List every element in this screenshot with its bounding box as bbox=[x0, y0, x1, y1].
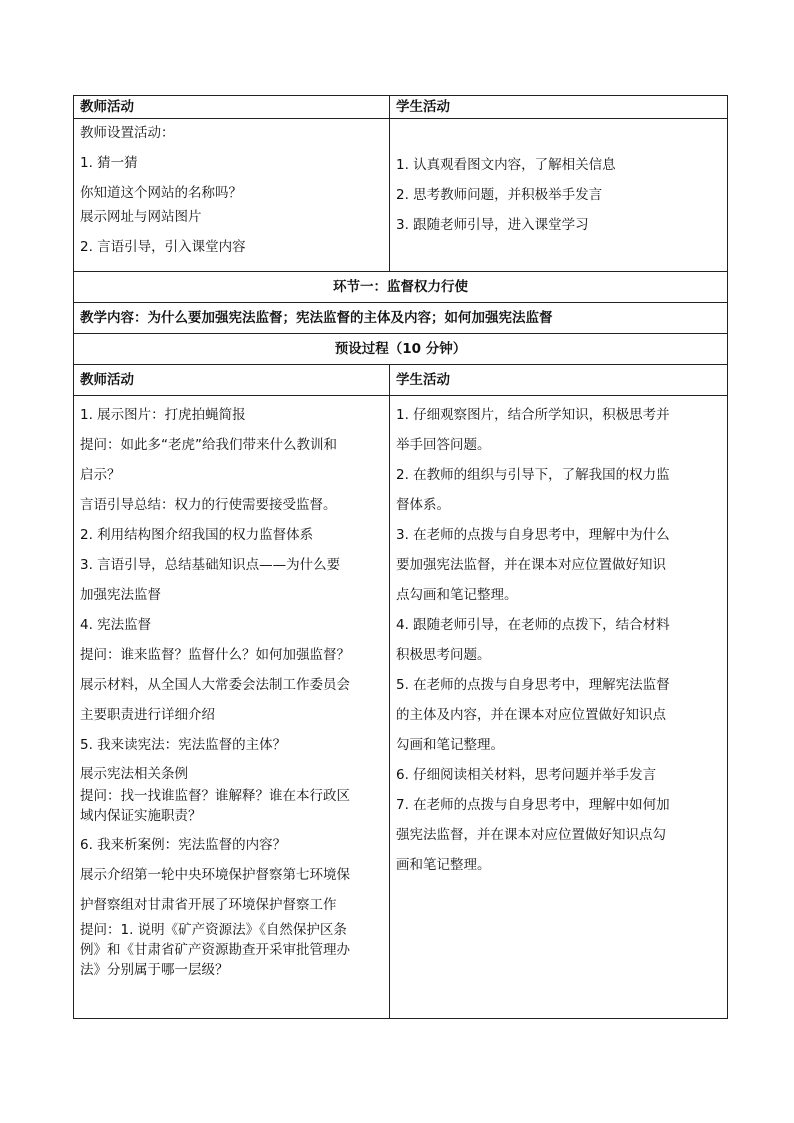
student-line: 的主体及内容，并在课本对应位置做好知识点 bbox=[396, 707, 666, 723]
student-line: 2. 思考教师问题，并积极举手发言 bbox=[396, 187, 603, 203]
student-line: 1. 仔细观察图片，结合所学知识，积极思考并 bbox=[396, 407, 670, 423]
teacher-line: 提问：谁来监督？监督什么？如何加强监督？ bbox=[80, 647, 350, 663]
student-line: 画和笔记整理。 bbox=[396, 857, 491, 873]
teacher-line: 护督察组对甘肃省开展了环境保护督察工作 bbox=[80, 897, 337, 913]
teacher-activity-header: 教师活动 bbox=[74, 96, 390, 119]
teaching-content: 教学内容：为什么要加强宪法监督；宪法监督的主体及内容；如何加强宪法监督 bbox=[74, 303, 728, 334]
teacher-line: 展示介绍第一轮中央环境保护督察第七环境保 bbox=[80, 867, 350, 883]
teacher-line: 提问：找一找谁监督？谁解释？谁在本行政区 bbox=[80, 788, 350, 804]
student-line: 督体系。 bbox=[396, 497, 450, 513]
section2-student-cell bbox=[390, 396, 728, 1019]
teacher-line: 法》分别属于哪一层级？ bbox=[80, 962, 229, 978]
student-line: 举手回答问题。 bbox=[396, 437, 491, 453]
student-line: 7. 在老师的点拨与自身思考中，理解中如何加 bbox=[396, 797, 670, 813]
teacher-line: 提问：如此多“老虎”给我们带来什么教训和 bbox=[80, 437, 337, 453]
preset-process-row bbox=[74, 334, 728, 365]
student-activity-header: 学生活动 bbox=[390, 96, 728, 119]
teacher-line: 1. 展示图片：打虎拍蝇简报 bbox=[80, 407, 246, 423]
preset-process-title: 预设过程（10 分钟） bbox=[74, 334, 728, 365]
student-line: 积极思考问题。 bbox=[396, 647, 491, 663]
student-line: 勾画和笔记整理。 bbox=[396, 737, 504, 753]
section2-teacher-cell bbox=[74, 396, 390, 1019]
teacher-line: 你知道这个网站的名称吗？ bbox=[80, 185, 242, 201]
teacher-line: 2. 言语引导，引入课堂内容 bbox=[80, 239, 246, 255]
student-line: 3. 在老师的点拨与自身思考中，理解中为什么 bbox=[396, 527, 670, 543]
student-line: 点勾画和笔记整理。 bbox=[396, 587, 518, 603]
teacher-line: 3. 言语引导，总结基础知识点——为什么要 bbox=[80, 557, 341, 573]
student-line: 4. 跟随老师引导，在老师的点拨下，结合材料 bbox=[396, 617, 670, 633]
teacher-line: 域内保证实施职责？ bbox=[80, 808, 202, 824]
student-line: 5. 在老师的点拨与自身思考中，理解宪法监督 bbox=[396, 677, 670, 693]
teacher-line: 1. 猜一猜 bbox=[80, 155, 138, 171]
student-line: 强宪法监督，并在课本对应位置做好知识点勾 bbox=[396, 827, 666, 843]
student-activity-header: 学生活动 bbox=[390, 365, 728, 396]
section1-student-cell bbox=[390, 119, 728, 272]
teacher-line: 例》和《甘肃省矿产资源勘查开采审批管理办 bbox=[80, 942, 350, 958]
section1-teacher-cell bbox=[74, 119, 390, 272]
teacher-line: 2. 利用结构图介绍我国的权力监督体系 bbox=[80, 527, 314, 543]
teacher-line: 加强宪法监督 bbox=[80, 587, 161, 603]
teacher-line: 言语引导总结：权力的行使需要接受监督。 bbox=[80, 497, 337, 513]
student-line: 2. 在教师的组织与引导下，了解我国的权力监 bbox=[396, 467, 670, 483]
student-line: 要加强宪法监督，并在课本对应位置做好知识 bbox=[396, 557, 666, 573]
lesson-plan-table bbox=[73, 95, 728, 1019]
teacher-line: 教师设置活动： bbox=[80, 125, 175, 141]
student-line: 6. 仔细阅读相关材料，思考问题并举手发言 bbox=[396, 767, 657, 783]
section1-header-row bbox=[74, 96, 728, 119]
teacher-line: 6. 我来析案例：宪法监督的内容？ bbox=[80, 837, 287, 853]
teacher-line: 提问：1. 说明《矿产资源法》《自然保护区条 bbox=[80, 922, 347, 938]
teacher-line: 5. 我来读宪法：宪法监督的主体？ bbox=[80, 737, 287, 753]
teacher-line: 展示材料，从全国人大常委会法制工作委员会 bbox=[80, 677, 350, 693]
teacher-line: 展示宪法相关条例 bbox=[80, 766, 188, 782]
section2-content-row bbox=[74, 396, 728, 1019]
teacher-line: 4. 宪法监督 bbox=[80, 617, 152, 633]
section2-header-row bbox=[74, 365, 728, 396]
teacher-line: 主要职责进行详细介绍 bbox=[80, 707, 215, 723]
stage-title: 环节一：监督权力行使 bbox=[74, 272, 728, 303]
teacher-activity-header: 教师活动 bbox=[74, 365, 390, 396]
teaching-content-row bbox=[74, 303, 728, 334]
section1-content-row bbox=[74, 119, 728, 272]
teacher-line: 启示？ bbox=[80, 467, 121, 483]
teacher-line: 展示网址与网站图片 bbox=[80, 209, 202, 225]
stage-title-row bbox=[74, 272, 728, 303]
student-line: 1. 认真观看图文内容，了解相关信息 bbox=[396, 157, 616, 173]
student-line: 3. 跟随老师引导，进入课堂学习 bbox=[396, 217, 589, 233]
